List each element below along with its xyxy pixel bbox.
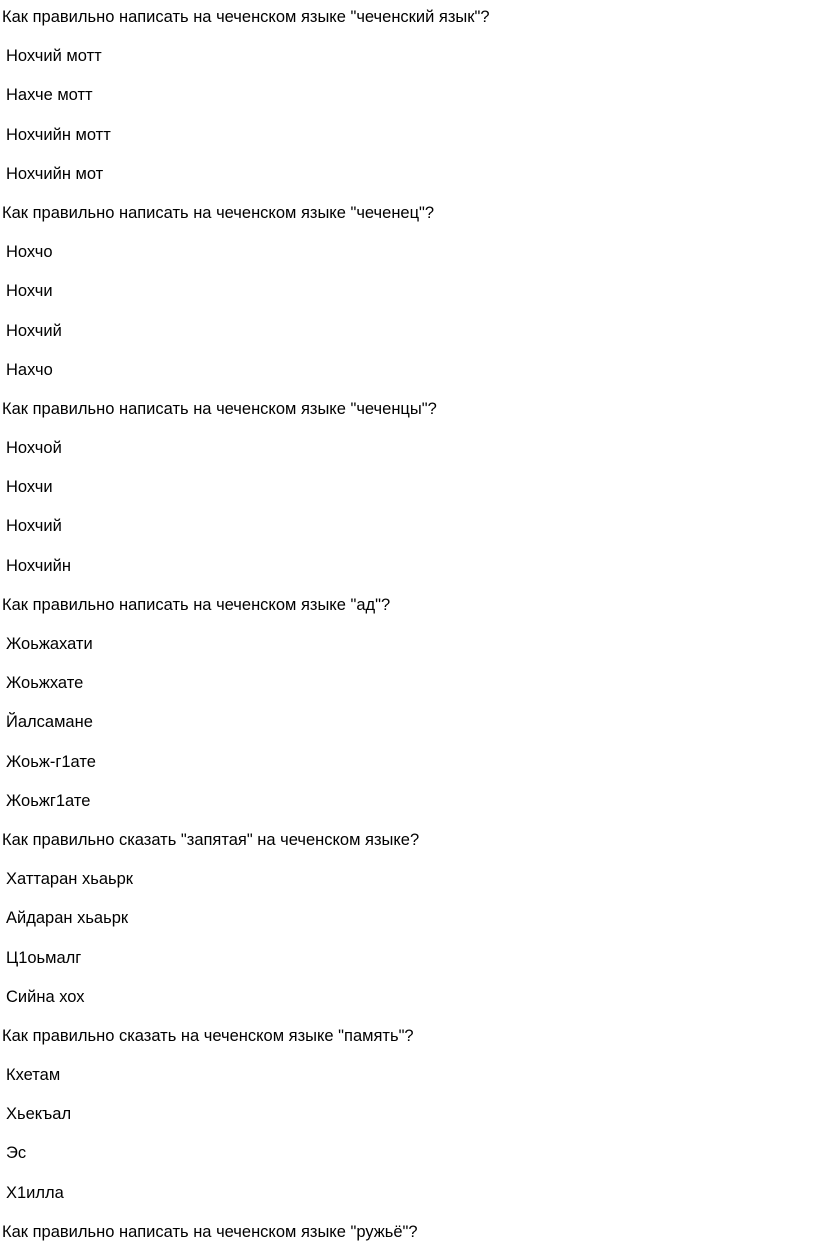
answer-option: Хьекъал (6, 1105, 72, 1124)
answer-option: Нохчо (6, 243, 53, 262)
answer-option: Нохчийн мот (6, 164, 104, 183)
answer-option: Кхетам (6, 1066, 61, 1085)
answer-option: Жоьжг1ате (6, 791, 91, 810)
answer-option: Нохчий (6, 321, 62, 340)
question-text: Как правильно сказать на чеченском языке "память"? (2, 1026, 414, 1045)
answer-option: Нохчи (6, 478, 53, 497)
answer-option: Сийна хох (6, 987, 85, 1006)
answer-option: Айдаран хьаьрк (6, 909, 129, 928)
answer-option: Ц1оьмалг (6, 948, 82, 967)
answer-option: Нохчий (6, 517, 62, 536)
question-text: Как правильно сказать "запятая" на чеченском языке? (2, 830, 420, 849)
answer-option: Нохчийн (6, 556, 71, 575)
question-text: Как правильно написать на чеченском языке "ружьё"? (2, 1222, 418, 1241)
answer-option: Х1илла (6, 1183, 64, 1202)
question-text: Как правильно написать на чеченском языке "чеченцы"? (2, 399, 437, 418)
answer-option: Жоьжахати (6, 635, 93, 653)
answer-option: Нохчий мотт (6, 47, 102, 66)
answer-option: Нахчо (6, 360, 53, 379)
answer-option: Нохчой (6, 439, 62, 458)
answer-option: Жоьжхате (6, 674, 84, 693)
answer-option: Нахче мотт (6, 86, 93, 105)
answer-option: Хаттаран хьаьрк (6, 870, 133, 889)
question-text: Как правильно написать на чеченском языке "чеченец"? (2, 203, 435, 222)
answer-option: Жоьж-г1ате (6, 752, 96, 771)
answer-option: Эс (6, 1144, 27, 1163)
answer-option: Нохчийн мотт (6, 125, 111, 144)
answer-option: Нохчи (6, 282, 53, 301)
answer-option: Йалсамане (6, 713, 93, 732)
question-text: Как правильно написать на чеченском языке "чеченский язык"? (2, 8, 490, 26)
question-text: Как правильно написать на чеченском языке "ад"? (2, 595, 391, 614)
